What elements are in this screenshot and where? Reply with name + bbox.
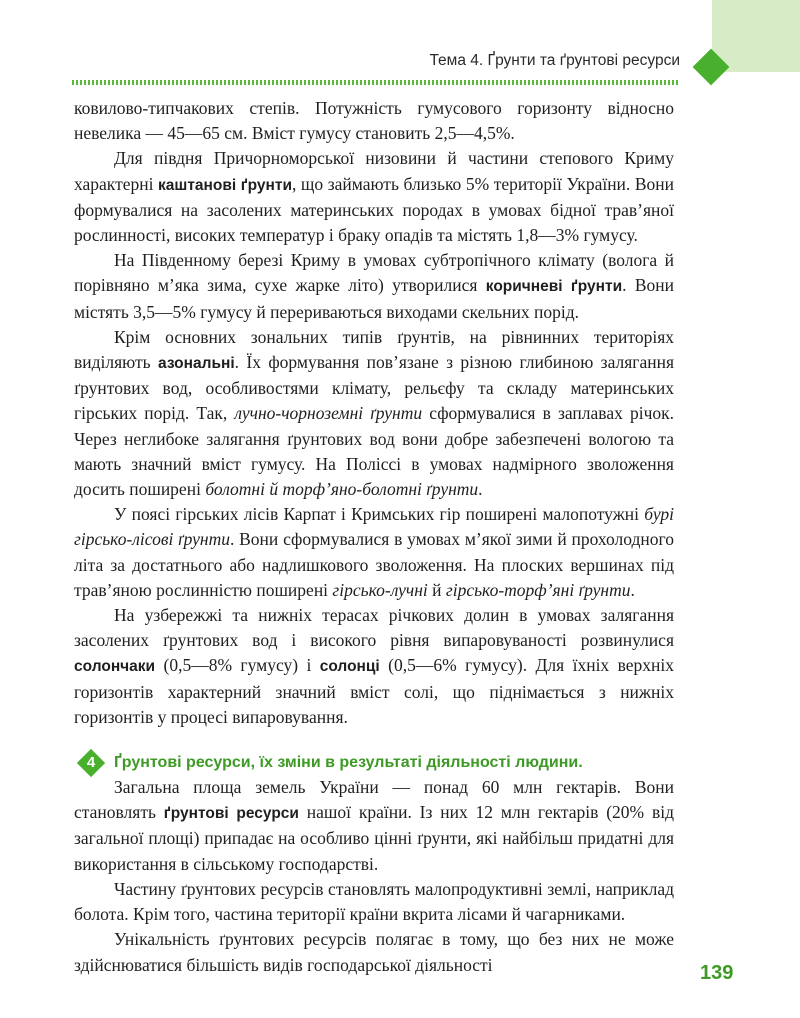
paragraph-2 [74,146,674,248]
term-korychnevi-grunty: коричневі ґрунти [485,278,623,296]
term-girsko-torfiani: гірсько-торф’яні ґрунти [445,579,631,600]
paragraph-text: Частину ґрунтових ресурсів становлять малопродуктивні землі, наприклад болота. Крім того, частина території країни вкрита лісами й чагарниками. [74,878,674,925]
term-azonalni: азональні [158,355,235,373]
paragraph-7 [74,775,674,877]
paragraph-text: На узбережжі та нижніх терасах річкових долин в умовах залягання засолених ґрунтових вод і високого рівня випаровуваності розвинулися [74,605,674,651]
section-number: 4 [86,754,96,772]
section-heading [74,750,674,775]
paragraph-text: , що займають близько 5% території України. Вони формувалися на засолених материнських породах в умовах бідної трав’яної рослинності, високих температур і браку опадів та містять 1,8—3% гумусу. [74,173,675,246]
term-buri-lisovi: бурі гірсько-лісові ґрунти [74,504,674,550]
paragraph-text: Крім основних зональних типів ґрунтів, на рівнинних територіях виділяють [74,326,674,373]
paragraph-text: У поясі гірських лісів Карпат і Кримських гір поширені малопотужні [114,504,645,525]
paragraph-text: (0,5—6% гумусу). Для їхніх верхніх горизонтів характерний значний вміст солі, що піднімається з нижніх горизонтів у процесі випаровування. [74,655,674,727]
paragraph-text: Унікальність ґрунтових ресурсів полягає в тому, що без них не може здійснюватися більшість видів господарської діяльності [74,929,674,975]
term-gruntovi-resursy: ґрунтові ресурси [163,805,299,823]
paragraph-6 [74,603,674,730]
body-text [74,96,674,978]
paragraph-text: й [427,579,446,600]
paragraph-text: (0,5—8% гумусу) і [155,655,320,676]
page-number: 139 [700,962,734,984]
paragraph-text: сформувалися в заплавах річок. Через неглибоке залягання ґрунтових вод вони добре забезпечені вологою та мають значний вміст гумусу. На Поліссі в умовах надмірного зволоження досить поширені [74,403,674,500]
section-number-badge [76,748,106,778]
paragraph-4 [74,325,674,502]
running-header: Тема 4. Ґрунти та ґрунтові ресурси [429,52,680,69]
paragraph-text: нашої країни. Із них 12 млн гектарів (20% від загальної площі) припадає на особливо цінні ґрунти, які найбільш придатні для використання в сільському господарстві. [74,802,674,874]
term-kashtanovi-grunty: каштанові ґрунти [158,176,292,194]
paragraph-text: Загальна площа земель України — понад 60 млн гектарів. Вони становлять [74,777,674,823]
section-title: Ґрунтові ресурси, їх зміни в результаті діяльності людини. [114,754,583,772]
paragraph-text: . Їх формування пов’язане з різною глибиною залягання ґрунтових вод, особливостями клімату, рельєфу та складу материнських гірських порід. Так, [74,352,674,424]
paragraph-text: На Південному березі Криму в умовах субтропічного клімату (волога й порівняно м’яка зима, сухе жарке літо) утворилися [74,250,674,296]
paragraph-text: . [478,479,483,500]
paragraph-9 [74,927,674,977]
paragraph-text: . Вони містять 3,5—5% гумусу й перериваються виходами скельних порід. [74,275,674,322]
header-dotted-rule [72,80,678,85]
term-luchno-chornozemni: лучно-чорноземні ґрунти [234,403,423,424]
paragraph-3 [74,248,674,325]
term-bolotni: болотні й торф’яно-болотні ґрунти [205,479,479,500]
paragraph-text: ковилово-типчакових степів. Потужність гумусового горизонту відносно невелика — 45—65 см. Вміст гумусу становить 2,5—4,5%. [74,98,674,144]
paragraph-text: . Вони сформувалися в умовах м’якої зими й прохолодного літа за достатнього або надлишкового зволоження. На плоских вершинах під трав’яною рослинністю поширені [74,529,675,600]
corner-tab [712,0,800,72]
paragraph-5 [74,502,674,603]
paragraph-text: Для півдня Причорноморської низовини й частини степового Криму характерні [74,148,674,194]
term-solontsi: солонці [319,658,380,676]
paragraph-1 [74,96,674,146]
term-solonchaky: солончаки [74,658,156,676]
term-girsko-luchni: гірсько-лучні [332,579,428,600]
paragraph-text: . [630,579,635,600]
paragraph-8 [74,877,674,927]
